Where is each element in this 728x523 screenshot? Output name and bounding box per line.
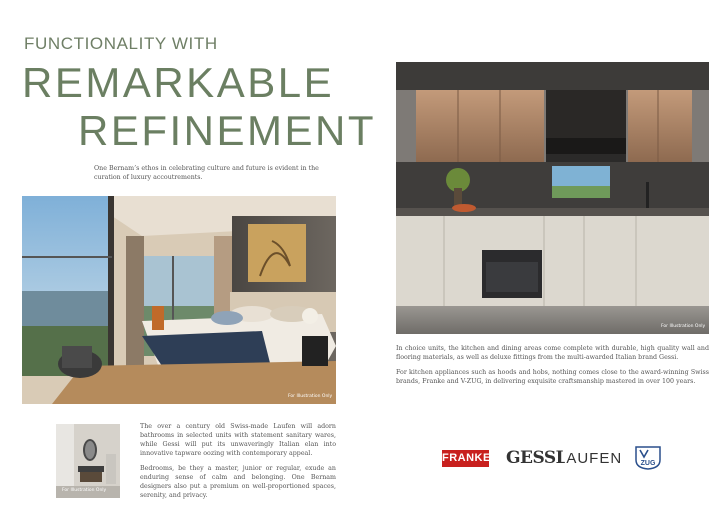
bathroom-caption: For Illustration Only xyxy=(62,488,107,493)
bedroom-photo xyxy=(22,196,336,404)
vzug-shield-icon xyxy=(635,446,661,470)
intro-text: One Bernam’s ethos in celebrating culture and future is evident in the curation of luxury accoutrements. xyxy=(94,165,319,181)
bedrooms-paragraph: Bedrooms, be they a master, junior or regular, exude an enduring sense of calm and belonging. One Bernam designers also put a premium on well-proportioned spaces, serenity, and privacy. xyxy=(140,465,336,499)
bedroom-illustration xyxy=(22,196,336,404)
kitchen-illustration xyxy=(396,62,709,334)
svg-text:ZUG: ZUG xyxy=(640,460,656,467)
laufen-logo: LAUFEN xyxy=(557,450,623,467)
bathroom-illustration xyxy=(56,424,120,498)
heading-line-3: REFINEMENT xyxy=(78,107,376,154)
laufen-gessi-paragraph: The over a century old Swiss-made Laufen will adorn bathrooms in selected units with statement sanitary wares, while Gessi will put its unwaveringly Italian elan into innovative tapware oozing with contemporary appeal. xyxy=(140,423,336,457)
bedroom-caption: For Illustration Only xyxy=(288,394,333,399)
franke-logo: FRANKE xyxy=(442,450,489,467)
kitchen-caption: For Illustration Only xyxy=(661,324,706,329)
gessi-logo: GESSI xyxy=(506,448,564,468)
appliances-paragraph: For kitchen appliances such as hoods and hobs, nothing comes close to the award-winning Swiss brands, Franke and V-ZUG, in delivering exquisite craftsmanship mastered in over 100 years. xyxy=(396,369,709,385)
kitchen-paragraph: In choice units, the kitchen and dining areas come complete with durable, high quality wall and flooring materials, as well as deluxe fittings from the multi-awarded Italian brand Gessi. xyxy=(396,345,709,361)
bathroom-photo xyxy=(56,424,120,498)
vzug-logo xyxy=(635,446,661,470)
heading-line-1: FUNCTIONALITY WITH xyxy=(24,34,218,53)
kitchen-photo xyxy=(396,62,709,334)
heading-line-2: REMARKABLE xyxy=(22,59,335,106)
